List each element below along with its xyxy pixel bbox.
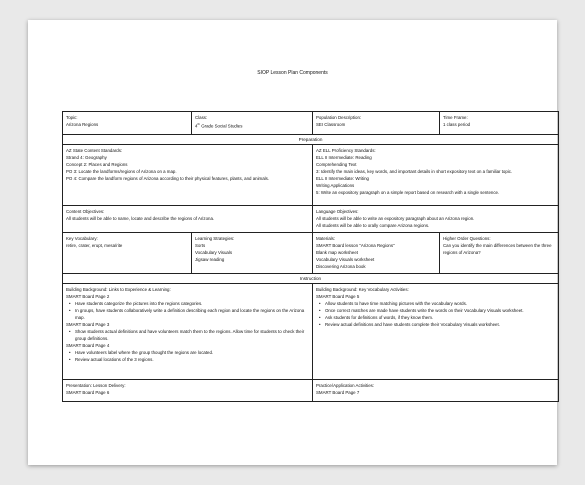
content-objectives-cell: Content Objectives: All students will be able to name, locate and describe the regions of Arizona. <box>63 206 313 233</box>
time-frame-cell: Time Frame: 1 class period <box>440 112 559 135</box>
preparation-row <box>63 135 559 145</box>
list-item: • Have students categorize the pictures into the regions categories. <box>75 300 309 307</box>
az-standards-cell: AZ State Content Standards: Strand 4: Geography Concept 2: Places and Regions PO 3: Locate the landforms/regions of Arizona on a map. PO 4: Compare the landform regions of Arizona according to their physical features, plants, and animals. <box>63 145 313 206</box>
topic-cell: Topic: Arizona Regions <box>63 112 192 135</box>
list-item: • Show students actual definitions and have volunteers match them to the regions. Allow time for students to check their group definitions. <box>75 328 309 342</box>
class-cell: Class: 4th Grade Social Studies <box>192 112 313 135</box>
list-item: • Allow students to have time matching pictures with the vocabulary words. <box>325 300 555 307</box>
section-heading-instruction: Instruction <box>63 274 559 284</box>
vocab-row <box>63 233 559 274</box>
practice-cell: Practice/Application Activities: SMART Board Page 7 <box>313 380 559 402</box>
language-objectives-cell: Language Objectives: All students will be able to write an expository paragraph about an Arizona region. All students will be able to orally compare Arizona regions. <box>313 206 559 233</box>
population-cell: Population Description: SEI Classroom <box>313 112 440 135</box>
delivery-row <box>63 380 559 402</box>
population-value: SEI Classroom <box>316 122 346 127</box>
list-item: • Have volunteers label where the group thought the regions are located. <box>75 349 309 356</box>
list-item: • In groups, have students collaboratively write a definition describing each region and locate the regions on the Arizona map. <box>75 307 309 321</box>
strategies-cell: Learning Strategies: Sorts Vocabulary Visuals Jigsaw reading <box>192 233 313 274</box>
header-row <box>63 112 559 135</box>
background-linkage-cell: Building Background: Links to Experience & Learning: SMART Board Page 2 • Have students categorize the pictures into the regions categories. • In groups, have students collaboratively write a definition describing each region and locate the regions on the Arizona map. SMART Board Page 3 • Show students actual definitions and have volunteers match them to the regions. Allow time for students to check their group definitions. SMART Board Page 4 • Have volunteers label where the group thought the regions are located. • Review actual locations of the 3 regions. <box>63 284 313 380</box>
topic-value: Arizona Regions <box>66 122 99 127</box>
class-value: 4th Grade Social Studies <box>195 122 243 129</box>
higher-order-questions-cell: Higher Order Questions: Can you identify the main differences between the three regions of Arizona? <box>440 233 559 274</box>
instruction-row <box>63 274 559 284</box>
time-frame-value: 1 class period <box>443 122 471 127</box>
list-item: • Review actual locations of the 3 regions. <box>75 356 309 363</box>
list-item: • Review actual definitions and have students complete their Vocabulary Visuals worksheet. <box>325 321 555 328</box>
presentation-cell: Presentation: Lesson Delivery: SMART Board Page 6 <box>63 380 313 402</box>
materials-cell: Materials: SMART Board lesson "Arizona Regions" Blank map worksheet Vocabulary Visuals worksheet Discovering Arizona book <box>313 233 440 274</box>
document-title: SIOP Lesson Plan Components <box>257 70 328 76</box>
background-vocab-cell: Building Background: Key Vocabulary Activities: SMART Board Page 5 • Allow students to have time matching pictures with the vocabulary words. • Once correct matches are made have students write the words on their Vocabulary Visuals worksheet. • Ask students for definitions of words, if they know them. • Review actual definitions and have students complete their Vocabulary Visuals worksheet. <box>313 284 559 380</box>
document-page <box>28 20 557 465</box>
vocabulary-cell: Key Vocabulary: retire, crater, erupt, mesa/rite <box>63 233 192 274</box>
list-item: • Ask students for definitions of words, if they know them. <box>325 314 555 321</box>
list-item: • Once correct matches are made have students write the words on their Vocabulary Visuals worksheet. <box>325 307 555 314</box>
objectives-row <box>63 206 559 233</box>
background-row <box>63 284 559 380</box>
ell-standards-cell: AZ ELL Proficiency Standards: ELL II Intermediate: Reading Comprehending Text 3: Identify the main ideas, key words, and important details in short expository text on a familiar topic. ELL II Intermediate: Writing Writing Applications 5: Write an expository paragraph on a simple report based on research with a single sentence. <box>313 145 559 206</box>
standards-row <box>63 145 559 206</box>
section-heading-preparation: Preparation <box>63 135 559 145</box>
lesson-plan-table <box>62 111 559 402</box>
